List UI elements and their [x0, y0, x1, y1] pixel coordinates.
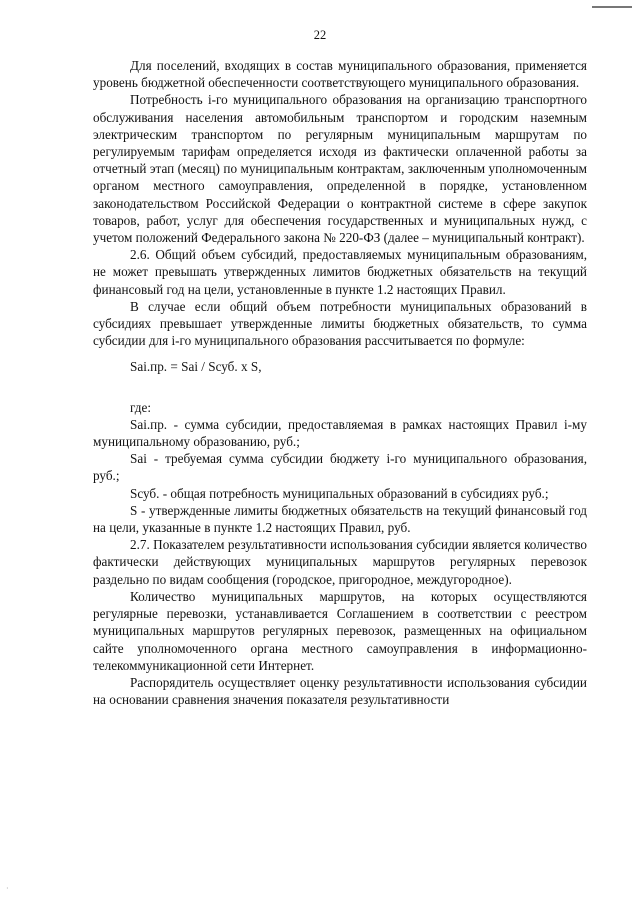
where-label: где: [130, 399, 151, 415]
definition-s: S - утвержденные лимиты бюджетных обязательств на текущий финансовый год на цели, указанные в пункте 1.2 настоящих Правил, руб. [93, 502, 587, 536]
paragraph-2-7: 2.7. Показателем результативности использования субсидии является количество фактически действующих муниципальных маршрутов регулярных перевозок раздельно по видам сообщения (городское, пригородное, междугородное). [93, 537, 587, 587]
top-rule [592, 6, 632, 8]
definition-ssub: Sсуб. - общая потребность муниципальных образований в субсидиях руб.; [130, 485, 549, 501]
body-text [93, 57, 587, 708]
page-number: 22 [313, 28, 327, 42]
formula: Sai.пр. = Sai / Sсуб. x S, [130, 359, 262, 375]
scan-mark: · [6, 884, 9, 893]
definition-sai: Sai - требуемая сумма субсидии бюджету i-го муниципального образования, руб.; [93, 451, 587, 484]
paragraph-evaluation: Распорядитель осуществляет оценку результативности использования субсидии на основании сравнения значения показателя результативности [93, 674, 587, 708]
paragraph-need: Потребность i-го муниципального образования на организацию транспортного обслуживания населения автомобильным транспортом и городским наземным электрическим транспортом по регулярным муниципальным маршрутам по регулируемым тарифам определяется исходя из фактически оплаченной работы за отчетный этап (месяц) по муниципальным контрактам, заключенным уполномоченным органом местного самоуправления, определенной в порядке, установленном законодательством Российской Федерации о контрактной системе в сфере закупок товаров, работ, услуг для обеспечения государственных и муниципальных нужд, с учетом положений Федерального закона № 220-ФЗ (далее – муниципальный контракт). [93, 92, 587, 246]
paragraph-settlements: Для поселений, входящих в состав муниципального образования, применяется уровень бюджетной обеспеченности соответствующего муниципального образования. [93, 58, 587, 91]
paragraph-excess: В случае если общий объем потребности муниципальных образований в субсидиях превышает утвержденные лимиты бюджетных обязательств, то сумма субсидии для i-го муниципального образования рассчитывается по формуле: [93, 298, 587, 349]
paragraph-2-6: 2.6. Общий объем субсидий, предоставляемых муниципальным образованиям, не может превышать утвержденных лимитов бюджетных обязательств на текущий финансовый год на цели, установленные в пункте 1.2 настоящих Правил. [93, 247, 587, 297]
definition-sai-pr: Sai.пр. - сумма субсидии, предоставляемая в рамках настоящих Правил i-му муниципальному образованию, руб.; [93, 416, 587, 450]
paragraph-routes: Количество муниципальных маршрутов, на которых осуществляются регулярные перевозки, устанавливается Соглашением в соответствии с реестром муниципальных маршрутов регулярных перевозок, размещенных на официальном сайте уполномоченного органа местного самоуправления в информационно-телекоммуникационной сети Интернет. [93, 588, 587, 673]
